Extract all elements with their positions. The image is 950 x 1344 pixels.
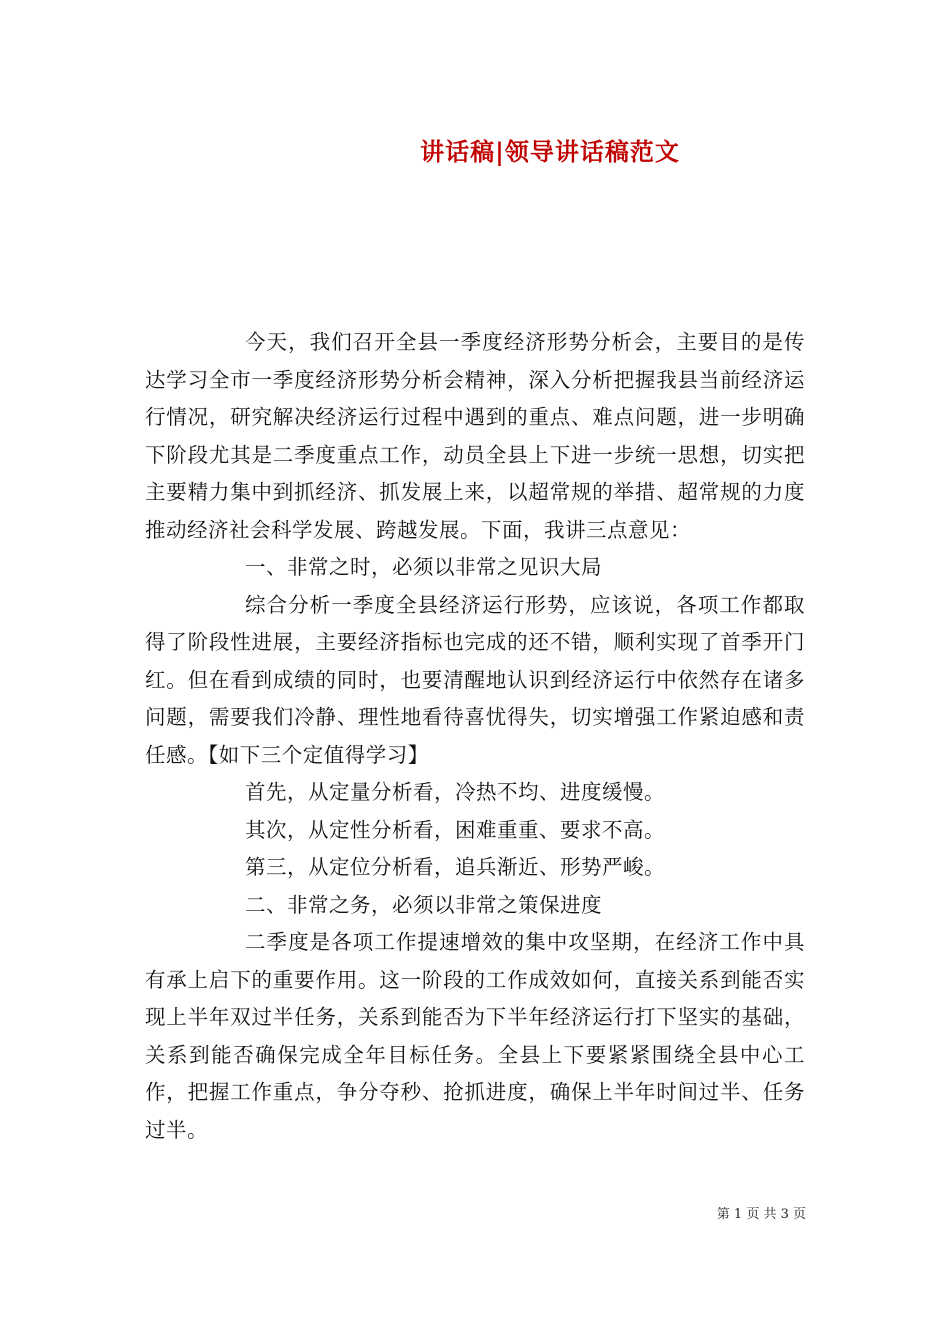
page-number-footer: 第 1 页 共 3 页 [716, 1207, 806, 1222]
section-heading-2: 二、非常之务，必须以非常之策保进度 [245, 892, 602, 917]
paragraph-first-point: 首先，从定量分析看，冷热不均、进度缓慢。 [245, 780, 665, 804]
paragraph-third-point: 第三，从定位分析看，追兵渐近、形势严峻。 [245, 855, 665, 879]
paragraph-second-point: 其次，从定性分析看，困难重重、要求不高。 [245, 817, 665, 842]
section-heading-1: 一、非常之时，必须以非常之见识大局 [245, 555, 602, 579]
paragraph-intro: 今天，我们召开全县一季度经济形势分析会，主要目的是传达学习全市一季度经济形势分析会精神，深入分析把握我县当前经济运行情况，研究解决经济运行过程中遇到的重点、难点问题，进一步明确下阶段尤其是二季度重点工作，动员全县上下进一步统一思想，切实把主要精力集中到抓经济、抓发展上来，以超常规的举措、超常规的力度推动经济社会科学发展、跨越发展。下面，我讲三点意见： [145, 330, 805, 542]
document-title: 讲话稿|领导讲话稿范文 [420, 137, 680, 166]
document-body [145, 324, 805, 1149]
paragraph-analysis: 综合分析一季度全县经济运行形势，应该说，各项工作都取得了阶段性进展，主要经济指标也完成的还不错，顺利实现了首季开门红。但在看到成绩的同时，也要清醒地认识到经济运行中依然存在诸多问题，需要我们冷静、理性地看待喜忧得失，切实增强工作紧迫感和责任感。【如下三个定值得学习】 [145, 592, 805, 767]
paragraph-second-quarter: 二季度是各项工作提速增效的集中攻坚期，在经济工作中具有承上启下的重要作用。这一阶段的工作成效如何，直接关系到能否实现上半年双过半任务，关系到能否为下半年经济运行打下坚实的基础，关系到能否确保完成全年目标任务。全县上下要紧紧围绕全县中心工作，把握工作重点，争分夺秒、抢抓进度，确保上半年时间过半、任务过半。 [145, 930, 805, 1142]
